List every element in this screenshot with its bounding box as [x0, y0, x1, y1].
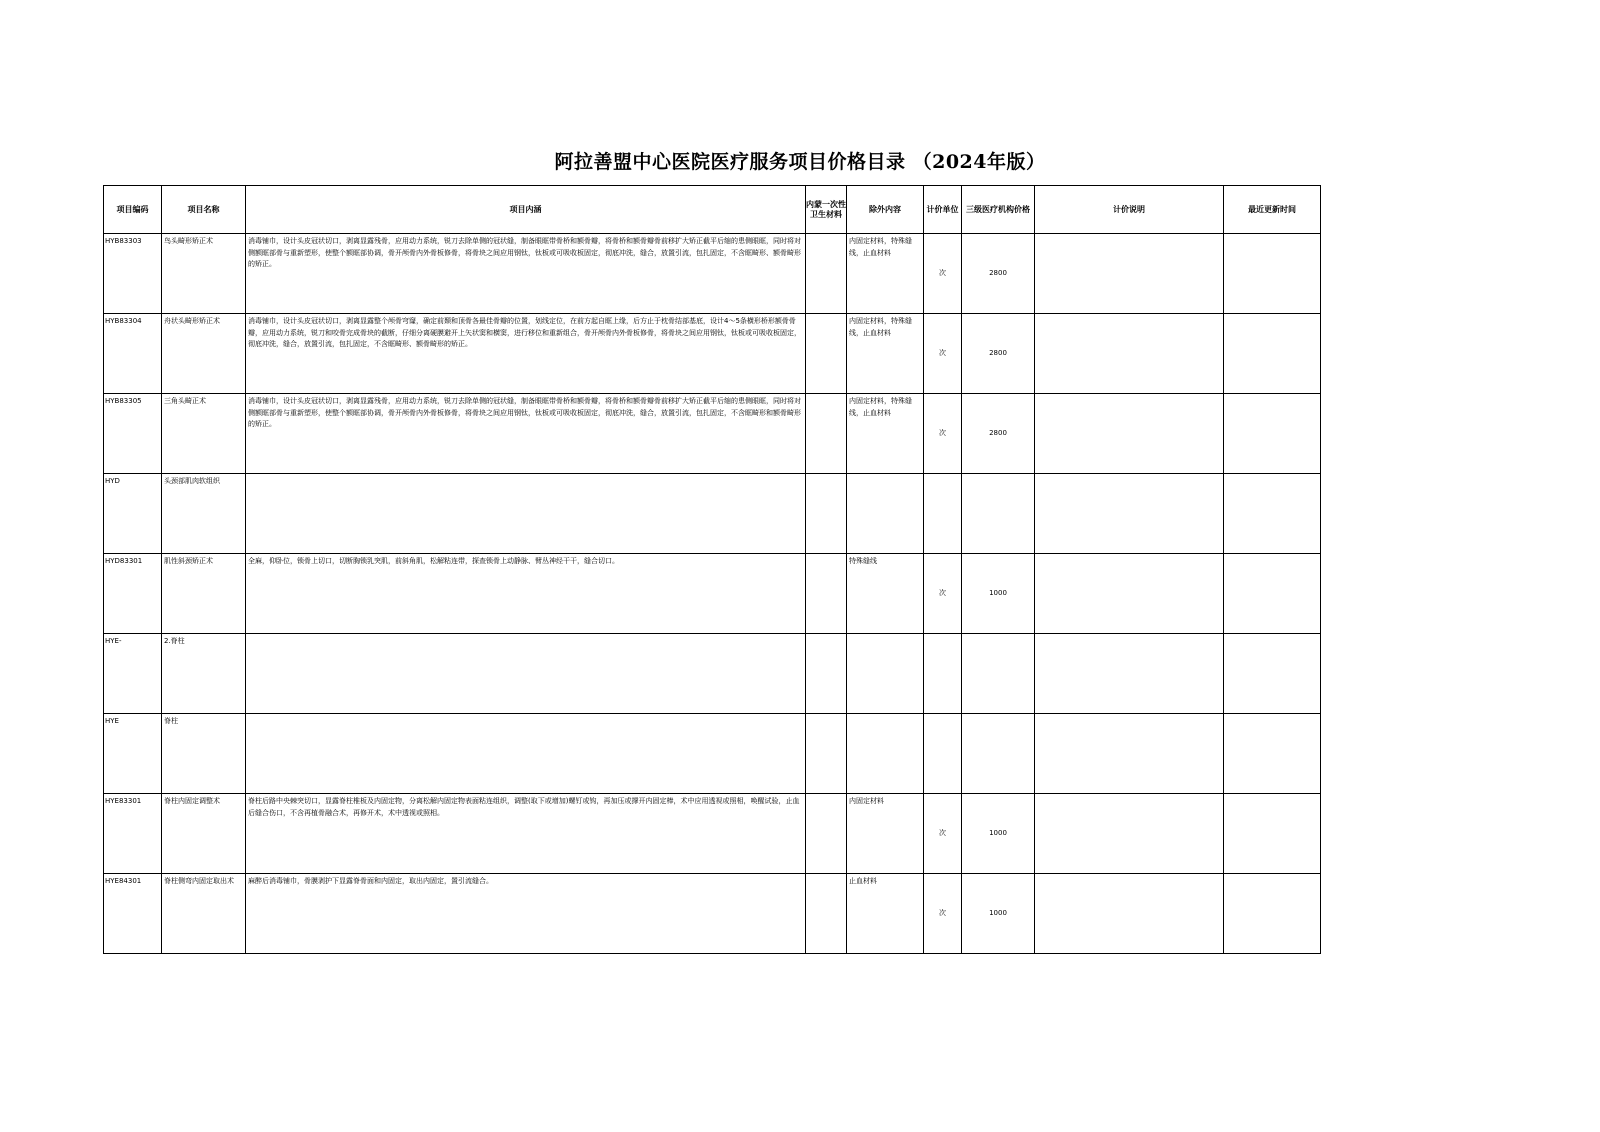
- header-code: 项目编码: [104, 186, 162, 234]
- cell-updated: [1224, 474, 1321, 554]
- cell-name: 舟状头畸形矫正术: [162, 314, 246, 394]
- cell-code: HYE83301: [104, 794, 162, 874]
- cell-code: HYB83305: [104, 394, 162, 474]
- cell-material: [806, 394, 847, 474]
- cell-note: [1035, 714, 1224, 794]
- cell-content: [246, 714, 806, 794]
- cell-material: [806, 794, 847, 874]
- cell-name: 脊柱: [162, 714, 246, 794]
- header-row: [104, 186, 1321, 234]
- table-row: [104, 874, 1321, 954]
- header-name: 项目名称: [162, 186, 246, 234]
- cell-name: 肌性斜颈矫正术: [162, 554, 246, 634]
- cell-code: HYE: [104, 714, 162, 794]
- cell-updated: [1224, 634, 1321, 714]
- cell-unit: [924, 714, 962, 794]
- cell-content: 消毒铺巾，设计头皮冠状切口，剥离显露残骨，应用动力系统，锐刀去除单侧的冠状缝，制备眼眶带骨桥和额骨瓣，将骨桥和额骨瓣骨前移扩大矫正截平后缩的患侧眼眶，同时将对侧额眶部骨与重新塑形，使整个额眶部协调，骨开颅骨内外骨板修骨，将骨块之间应用钢钛，钛板或可吸收板固定，彻底冲洗，缝合，放置引流，包扎固定，不含眶畸形、额骨畸形的矫正。: [246, 234, 806, 314]
- cell-updated: [1224, 234, 1321, 314]
- cell-material: [806, 714, 847, 794]
- cell-updated: [1224, 554, 1321, 634]
- cell-excluded: 止血材料: [847, 874, 924, 954]
- cell-note: [1035, 874, 1224, 954]
- cell-excluded: 特殊缝线: [847, 554, 924, 634]
- cell-note: [1035, 314, 1224, 394]
- cell-name: 脊柱内固定调整术: [162, 794, 246, 874]
- cell-content: [246, 474, 806, 554]
- cell-code: HYE84301: [104, 874, 162, 954]
- cell-updated: [1224, 794, 1321, 874]
- cell-material: [806, 314, 847, 394]
- cell-content: [246, 634, 806, 714]
- header-content: 项目内涵: [246, 186, 806, 234]
- cell-name: 鸟头畸形矫正术: [162, 234, 246, 314]
- cell-excluded: 内固定材料，特殊缝线，止血材料: [847, 314, 924, 394]
- table-body: [104, 234, 1321, 954]
- cell-updated: [1224, 714, 1321, 794]
- cell-excluded: [847, 474, 924, 554]
- cell-price: [962, 634, 1035, 714]
- cell-updated: [1224, 394, 1321, 474]
- cell-name: 三角头畸正术: [162, 394, 246, 474]
- cell-material: [806, 234, 847, 314]
- cell-unit: 次: [924, 234, 962, 314]
- cell-note: [1035, 234, 1224, 314]
- cell-note: [1035, 554, 1224, 634]
- cell-name: 2.脊柱: [162, 634, 246, 714]
- cell-unit: [924, 634, 962, 714]
- table-row: [104, 714, 1321, 794]
- cell-material: [806, 874, 847, 954]
- table-row: [104, 634, 1321, 714]
- cell-updated: [1224, 314, 1321, 394]
- document-title: 阿拉善盟中心医院医疗服务项目价格目录 （2024年版）: [554, 151, 1046, 173]
- cell-excluded: [847, 714, 924, 794]
- cell-code: HYB83303: [104, 234, 162, 314]
- cell-name: 脊柱侧弯内固定取出术: [162, 874, 246, 954]
- cell-note: [1035, 794, 1224, 874]
- cell-code: HYB83304: [104, 314, 162, 394]
- header-material: 内蒙一次性卫生材料: [806, 186, 847, 234]
- table-row: [104, 474, 1321, 554]
- cell-content: 消毒铺巾，设计头皮冠状切口，剥离显露整个颅骨穹窿，确定前颞和顶骨各最佳骨瓣的位置，划线定位，在前方起自眶上缘，后方止于枕骨结部基底，设计4～5条横形桥形额骨骨瓣，应用动力系统，锐刀和咬骨完成骨块的截断，仔细分离硬膜避开上矢状窦和横窦，进行移位和重新组合，骨开颅骨内外骨板修骨，将骨块之间应用钢钛，钛板或可吸收板固定，彻底冲洗，缝合，放置引流，包扎固定，不含眶畸形、额骨畸形的矫正。: [246, 314, 806, 394]
- table-row: [104, 314, 1321, 394]
- table-row: [104, 234, 1321, 314]
- cell-price: [962, 714, 1035, 794]
- cell-price: 2800: [962, 234, 1035, 314]
- header-updated: 最近更新时间: [1224, 186, 1321, 234]
- price-table: [103, 185, 1321, 954]
- cell-excluded: 内固定材料，特殊缝线，止血材料: [847, 234, 924, 314]
- header-price: 三级医疗机构价格: [962, 186, 1035, 234]
- cell-content: 脊柱后路中央棘突切口，显露脊柱椎板及内固定物，分离松解内固定物表面粘连组织，调整(取下或增加)螺钉或钩，再加压或撑开内固定棒，术中应用透视或照相，唤醒试验，止血后缝合伤口，不含再植骨融合术，再修开术，术中透视或照相。: [246, 794, 806, 874]
- cell-updated: [1224, 874, 1321, 954]
- cell-content: 消毒铺巾，设计头皮冠状切口，剥离显露残骨，应用动力系统，锐刀去除单侧的冠状缝，制备眼眶带骨桥和额骨瓣，将骨桥和额骨瓣骨前移扩大矫正截平后缩的患侧眼眶，同时将对侧额眶部骨与重新塑形，使整个额眶部协调，骨开颅骨内外骨板修骨，将骨块之间应用钢钛，钛板或可吸收板固定，彻底冲洗，缝合，放置引流，包扎固定，不含眶畸形和额骨畸形的矫正。: [246, 394, 806, 474]
- cell-material: [806, 474, 847, 554]
- header-unit: 计价单位: [924, 186, 962, 234]
- cell-price: [962, 474, 1035, 554]
- cell-note: [1035, 394, 1224, 474]
- cell-excluded: 内固定材料，特殊缝线，止血材料: [847, 394, 924, 474]
- cell-code: HYD: [104, 474, 162, 554]
- cell-unit: [924, 474, 962, 554]
- cell-excluded: [847, 634, 924, 714]
- cell-code: HYE-: [104, 634, 162, 714]
- table-row: [104, 554, 1321, 634]
- cell-code: HYD83301: [104, 554, 162, 634]
- cell-unit: 次: [924, 794, 962, 874]
- cell-note: [1035, 474, 1224, 554]
- cell-content: 麻醉后消毒铺巾，骨膜剥护下显露脊骨面和内固定，取出内固定，置引流缝合。: [246, 874, 806, 954]
- cell-unit: 次: [924, 314, 962, 394]
- table-header: [104, 186, 1321, 234]
- cell-price: 1000: [962, 554, 1035, 634]
- table-row: [104, 794, 1321, 874]
- cell-unit: 次: [924, 874, 962, 954]
- cell-material: [806, 554, 847, 634]
- cell-name: 头颈部肌肉软组织: [162, 474, 246, 554]
- cell-excluded: 内固定材料: [847, 794, 924, 874]
- cell-price: 2800: [962, 394, 1035, 474]
- cell-content: 全麻，仰卧位，锁骨上切口，切断胸锁乳突肌，前斜角肌，松解粘连带，探查锁骨上动静脉、臂丛神经干干，缝合切口。: [246, 554, 806, 634]
- header-excluded: 除外内容: [847, 186, 924, 234]
- cell-note: [1035, 634, 1224, 714]
- cell-unit: 次: [924, 394, 962, 474]
- cell-price: 1000: [962, 794, 1035, 874]
- table-row: [104, 394, 1321, 474]
- header-note: 计价说明: [1035, 186, 1224, 234]
- cell-material: [806, 634, 847, 714]
- cell-price: 1000: [962, 874, 1035, 954]
- cell-unit: 次: [924, 554, 962, 634]
- cell-price: 2800: [962, 314, 1035, 394]
